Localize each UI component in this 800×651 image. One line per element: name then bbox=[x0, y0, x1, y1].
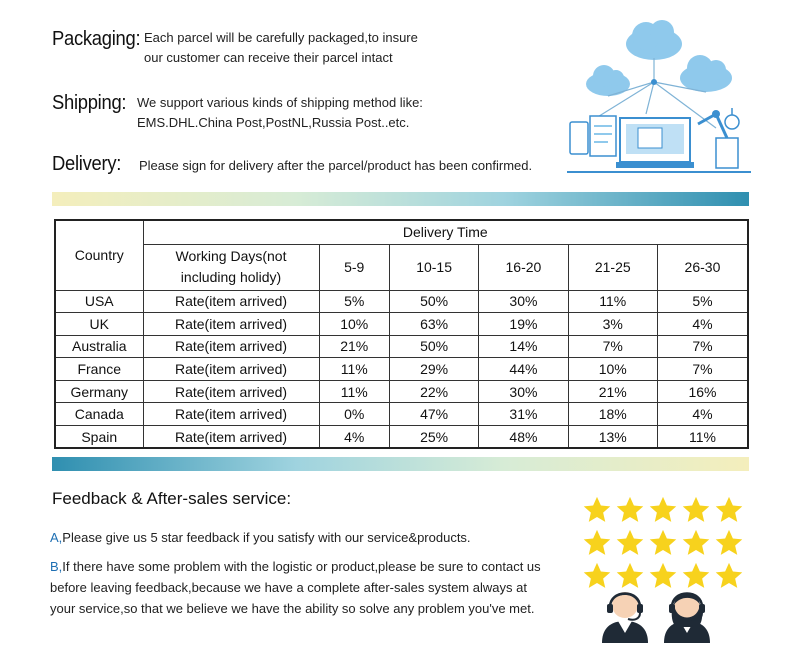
rate-cell: 7% bbox=[657, 358, 748, 381]
delivery-time-table bbox=[54, 219, 749, 449]
rate-cell: 63% bbox=[389, 313, 478, 336]
rate-cell: 50% bbox=[389, 290, 478, 313]
rate-cell: 10% bbox=[319, 313, 389, 336]
delivery-label: Delivery: bbox=[52, 153, 122, 175]
customer-service-agent-icon bbox=[596, 583, 654, 643]
cloud-network-illustration bbox=[566, 18, 752, 176]
rate-cell: 4% bbox=[319, 426, 389, 449]
star-icon bbox=[582, 495, 612, 525]
rate-type-cell: Rate(item arrived) bbox=[143, 335, 319, 358]
rate-cell: 30% bbox=[479, 380, 568, 403]
table-row bbox=[55, 290, 748, 313]
point-marker: A, bbox=[50, 530, 63, 545]
star-icon bbox=[615, 528, 645, 558]
table-row bbox=[55, 426, 748, 449]
rate-cell: 11% bbox=[657, 426, 748, 449]
packaging-label: Packaging: bbox=[52, 28, 141, 50]
country-cell: USA bbox=[55, 290, 143, 313]
country-cell: Spain bbox=[55, 426, 143, 449]
rate-cell: 22% bbox=[389, 380, 478, 403]
delivery-description bbox=[139, 156, 569, 176]
five-star-rating-grid bbox=[582, 495, 752, 594]
feedback-title: Feedback & After-sales service: bbox=[52, 489, 292, 508]
rate-cell: 48% bbox=[479, 426, 568, 449]
working-days-header-line: including holidy) bbox=[180, 269, 282, 285]
point-marker: B, bbox=[50, 559, 63, 574]
rate-type-cell: Rate(item arrived) bbox=[143, 380, 319, 403]
rate-cell: 25% bbox=[389, 426, 478, 449]
delivery-line: Please sign for delivery after the parcel/product has been confirmed. bbox=[139, 158, 533, 173]
shipping-line: EMS.DHL.China Post,PostNL,Russia Post..etc. bbox=[137, 115, 410, 130]
rate-cell: 14% bbox=[479, 335, 568, 358]
star-icon bbox=[615, 495, 645, 525]
rate-type-cell: Rate(item arrived) bbox=[143, 426, 319, 449]
rate-type-cell: Rate(item arrived) bbox=[143, 403, 319, 426]
star-icon bbox=[714, 528, 744, 558]
working-days-header bbox=[143, 244, 319, 290]
feedback-point-b bbox=[50, 556, 580, 619]
rate-type-cell: Rate(item arrived) bbox=[143, 313, 319, 336]
rate-type-cell: Rate(item arrived) bbox=[143, 290, 319, 313]
divider-bar bbox=[52, 457, 749, 471]
rate-cell: 29% bbox=[389, 358, 478, 381]
rate-cell: 50% bbox=[389, 335, 478, 358]
star-icon bbox=[714, 495, 744, 525]
country-cell: Canada bbox=[55, 403, 143, 426]
rate-cell: 18% bbox=[568, 403, 657, 426]
working-days-header-line: Working Days(not bbox=[175, 248, 287, 264]
rate-cell: 21% bbox=[319, 335, 389, 358]
country-cell: UK bbox=[55, 313, 143, 336]
shipping-line: We support various kinds of shipping method like: bbox=[137, 95, 423, 110]
rate-cell: 19% bbox=[479, 313, 568, 336]
country-cell: France bbox=[55, 358, 143, 381]
range-header: 16-20 bbox=[479, 244, 568, 290]
range-header: 26-30 bbox=[657, 244, 748, 290]
packaging-line: our customer can receive their parcel intact bbox=[144, 50, 393, 65]
star-icon bbox=[582, 528, 612, 558]
country-cell: Germany bbox=[55, 380, 143, 403]
rate-cell: 21% bbox=[568, 380, 657, 403]
feedback-point-a bbox=[50, 527, 580, 548]
rate-cell: 11% bbox=[319, 358, 389, 381]
packaging-line: Each parcel will be carefully packaged,to insure bbox=[144, 30, 418, 45]
table-row bbox=[55, 358, 748, 381]
rate-cell: 10% bbox=[568, 358, 657, 381]
table-row bbox=[55, 403, 748, 426]
star-icon bbox=[648, 528, 678, 558]
range-header: 5-9 bbox=[319, 244, 389, 290]
star-icon bbox=[714, 561, 744, 591]
point-text: your service,so that we believe we have the ability so solve any problem you've met. bbox=[50, 601, 535, 616]
rate-cell: 11% bbox=[568, 290, 657, 313]
point-text: before leaving feedback,because we have a complete after-sales system always at bbox=[50, 580, 527, 595]
star-icon bbox=[681, 495, 711, 525]
rate-cell: 3% bbox=[568, 313, 657, 336]
point-text: Please give us 5 star feedback if you satisfy with our service&products. bbox=[62, 530, 471, 545]
divider-bar bbox=[52, 192, 749, 206]
rate-cell: 5% bbox=[319, 290, 389, 313]
rate-cell: 16% bbox=[657, 380, 748, 403]
rate-cell: 13% bbox=[568, 426, 657, 449]
star-icon bbox=[681, 528, 711, 558]
country-cell: Australia bbox=[55, 335, 143, 358]
table-row bbox=[55, 313, 748, 336]
rate-type-cell: Rate(item arrived) bbox=[143, 358, 319, 381]
range-header: 21-25 bbox=[568, 244, 657, 290]
shipping-description bbox=[137, 93, 467, 133]
rate-cell: 7% bbox=[568, 335, 657, 358]
country-header: Country bbox=[55, 220, 143, 290]
range-header: 10-15 bbox=[389, 244, 478, 290]
rate-cell: 47% bbox=[389, 403, 478, 426]
customer-service-agent-icon bbox=[658, 583, 716, 643]
rate-cell: 4% bbox=[657, 403, 748, 426]
shipping-label: Shipping: bbox=[52, 92, 127, 114]
rate-cell: 0% bbox=[319, 403, 389, 426]
rate-cell: 30% bbox=[479, 290, 568, 313]
table-row bbox=[55, 380, 748, 403]
table-row bbox=[55, 335, 748, 358]
rate-cell: 31% bbox=[479, 403, 568, 426]
point-text: If there have some problem with the logistic or product,please be sure to contact us bbox=[62, 559, 541, 574]
rate-cell: 4% bbox=[657, 313, 748, 336]
rate-cell: 44% bbox=[479, 358, 568, 381]
rate-cell: 7% bbox=[657, 335, 748, 358]
delivery-time-header: Delivery Time bbox=[143, 220, 748, 244]
rate-cell: 5% bbox=[657, 290, 748, 313]
packaging-description bbox=[144, 28, 464, 68]
rate-cell: 11% bbox=[319, 380, 389, 403]
star-icon bbox=[648, 495, 678, 525]
